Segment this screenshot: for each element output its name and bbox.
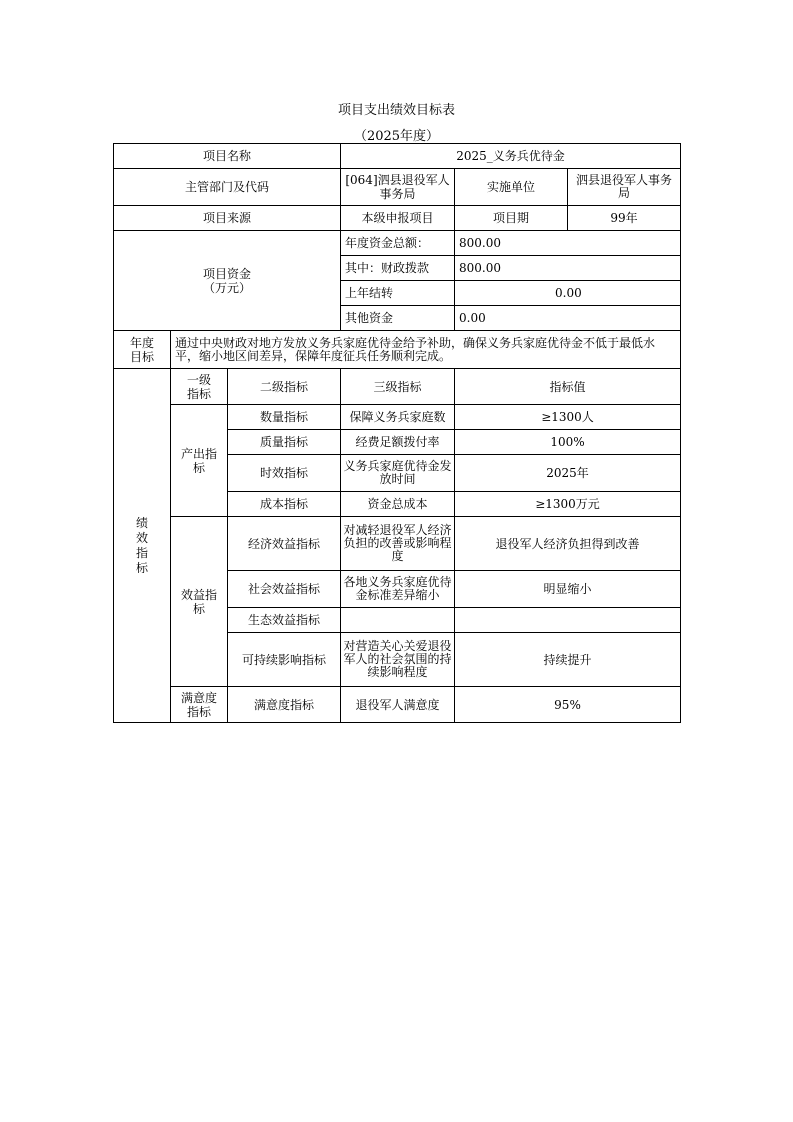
perf-label: 绩效指标 [114, 369, 171, 723]
row-value: 100% [455, 430, 681, 455]
row-l2: 成本指标 [228, 492, 341, 517]
funds-fiscal-label: 其中：财政拨款 [341, 256, 455, 281]
funds-carry-value: 0.00 [455, 281, 681, 306]
project-name-value: 2025_义务兵优待金 [341, 144, 681, 169]
row-l3: 对减轻退役军人经济负担的改善或影响程度 [341, 517, 455, 571]
row-l3 [341, 608, 455, 633]
funds-label: 项目资金 （万元） [114, 231, 341, 331]
dept-value: [064]泗县退役军人事务局 [341, 169, 455, 206]
impl-label: 实施单位 [455, 169, 568, 206]
row-l2: 经济效益指标 [228, 517, 341, 571]
row-value: 退役军人经济负担得到改善 [455, 517, 681, 571]
row-l3: 经费足额拨付率 [341, 430, 455, 455]
row-l3: 各地义务兵家庭优待金标准差异缩小 [341, 571, 455, 608]
header-level1: 一级指标 [171, 369, 228, 405]
satisfaction-label: 满意度指标 [171, 687, 228, 723]
performance-table [113, 143, 681, 723]
row-l2: 社会效益指标 [228, 571, 341, 608]
row-value: 95% [455, 687, 681, 723]
output-label: 产出指标 [171, 405, 228, 517]
funds-carry-label: 上年结转 [341, 281, 455, 306]
row-value: 明显缩小 [455, 571, 681, 608]
goal-label: 年度 目标 [114, 331, 171, 369]
funds-fiscal-value: 800.00 [455, 256, 681, 281]
row-l3: 退役军人满意度 [341, 687, 455, 723]
funds-total-label: 年度资金总额： [341, 231, 455, 256]
impl-value: 泗县退役军人事务局 [568, 169, 681, 206]
goal-text: 通过中央财政对地方发放义务兵家庭优待金给予补助，确保义务兵家庭优待金不低于最低水平，缩小地区间差异，保障年度征兵任务顺利完成。 [171, 331, 681, 369]
project-name-label: 项目名称 [114, 144, 341, 169]
row-value: 持续提升 [455, 633, 681, 687]
row-l3: 对营造关心关爱退役军人的社会氛围的持续影响程度 [341, 633, 455, 687]
header-level2: 二级指标 [228, 369, 341, 405]
dept-label: 主管部门及代码 [114, 169, 341, 206]
funds-total-value: 800.00 [455, 231, 681, 256]
header-value: 指标值 [455, 369, 681, 405]
source-value: 本级申报项目 [341, 206, 455, 231]
row-value [455, 608, 681, 633]
row-l2: 可持续影响指标 [228, 633, 341, 687]
row-l2: 质量指标 [228, 430, 341, 455]
period-value: 99年 [568, 206, 681, 231]
row-l3: 资金总成本 [341, 492, 455, 517]
row-l2: 数量指标 [228, 405, 341, 430]
row-l2: 时效指标 [228, 455, 341, 492]
row-value: ≥1300人 [455, 405, 681, 430]
page-title: 项目支出绩效目标表 [337, 103, 455, 118]
funds-other-value: 0.00 [455, 306, 681, 331]
header-level3: 三级指标 [341, 369, 455, 405]
period-label: 项目期 [455, 206, 568, 231]
row-value: 2025年 [455, 455, 681, 492]
row-l2: 满意度指标 [228, 687, 341, 723]
row-l2: 生态效益指标 [228, 608, 341, 633]
funds-other-label: 其他资金 [341, 306, 455, 331]
row-l3: 义务兵家庭优待金发放时间 [341, 455, 455, 492]
row-l3: 保障义务兵家庭数 [341, 405, 455, 430]
page-subtitle: （2025年度） [353, 129, 440, 144]
source-label: 项目来源 [114, 206, 341, 231]
row-value: ≥1300万元 [455, 492, 681, 517]
benefit-label: 效益指标 [171, 517, 228, 687]
